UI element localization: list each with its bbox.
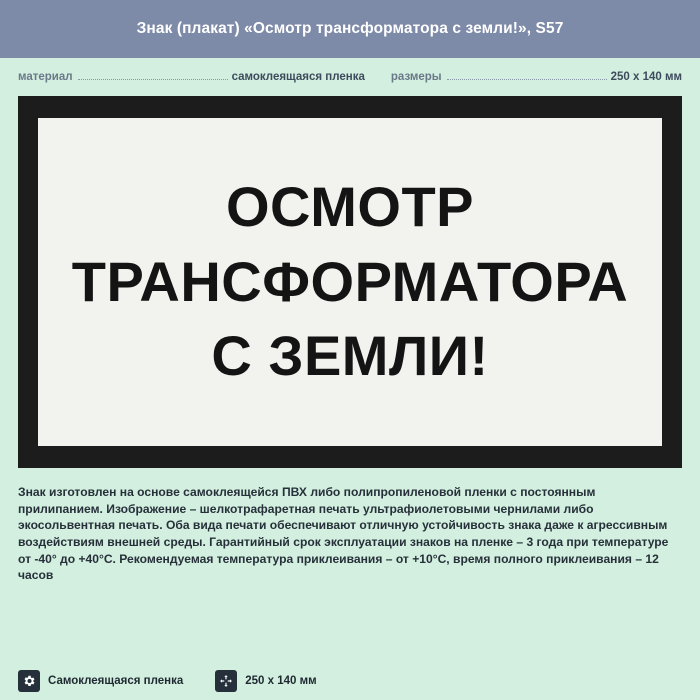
spec-material	[18, 71, 365, 83]
spec-size-label: размеры	[390, 71, 442, 83]
page-title: Знак (плакат) «Осмотр трансформатора с земли!», S57	[136, 20, 564, 37]
description-text: Знак изготовлен на основе самоклеящейся ПВХ либо полипропиленовой пленки с постоянным прилипанием. Изображение – шелкотрафаретная печать ультрафиолетовыми чернилами либо экосольвентная печать. Оба вида печати обеспечивают отличную устойчивость знака даже к агрессивным воздействиям внешней среды. Гарантийный срок эксплуатации знаков на пленке – 3 года при температуре от -40° до +40°C. Рекомендуемая температура приклеивания – от +10°C, время полного приклеивания – 12 часов	[18, 485, 669, 583]
footer-bar	[0, 662, 700, 700]
sign-text-line-2: ТРАНСФОРМАТОРА	[71, 249, 629, 313]
footer-size-text: 250 x 140 мм	[245, 675, 317, 687]
gear-icon	[18, 670, 40, 692]
spec-size	[391, 71, 682, 83]
spec-material-label: материал	[18, 71, 73, 83]
sign-face	[38, 118, 662, 446]
sign-text-line-3: С ЗЕМЛИ!	[211, 324, 489, 388]
spec-size-dots	[447, 79, 607, 80]
footer-material-text: Самоклеящаяся пленка	[48, 675, 184, 687]
footer-material	[18, 670, 183, 692]
specs-row	[0, 58, 700, 96]
footer-size	[215, 670, 316, 692]
sign-image-area	[0, 96, 700, 468]
sign-text-line-1: ОСМОТР	[225, 175, 475, 239]
spec-material-value: самоклеящаяся пленка	[231, 71, 365, 83]
spec-size-value: 250 x 140 мм	[610, 71, 682, 83]
resize-arrows-icon	[215, 670, 237, 692]
spec-material-dots	[78, 79, 228, 80]
sign-border	[18, 96, 682, 468]
header-bar	[0, 0, 700, 58]
